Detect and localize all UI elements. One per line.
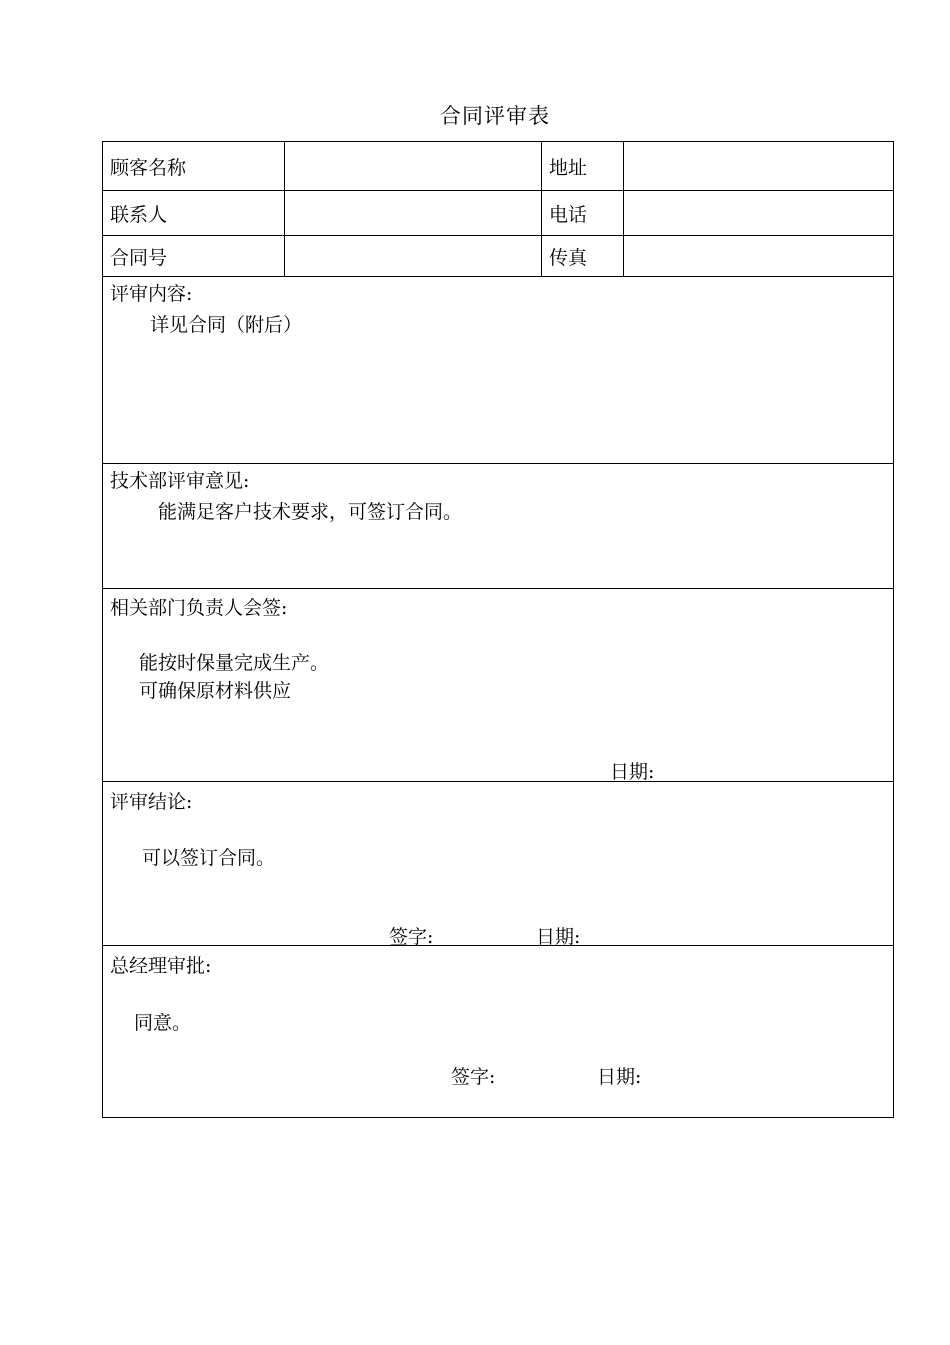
gm-sign-label: 签字: [451,1066,496,1088]
tech-opinion-text: 能满足客户技术要求，可签订合同。 [158,501,463,523]
row-divider [103,276,893,277]
address-label: 地址 [549,157,588,179]
review-content-text: 详见合同（附后） [150,314,303,336]
dept-sign-label: 相关部门负责人会签: [110,597,288,619]
conclusion-label: 评审结论: [110,791,193,813]
column-divider [541,142,542,276]
contact-label: 联系人 [110,204,168,226]
dept-sign-line-1: 能按时保量完成生产。 [139,652,330,674]
section-divider [103,945,893,946]
gm-date-label: 日期: [597,1066,642,1088]
conclusion-sign-label: 签字: [389,926,434,948]
review-content-label: 评审内容: [110,283,193,305]
gm-approval-text: 同意。 [134,1012,192,1034]
conclusion-date-label: 日期: [536,926,581,948]
tech-opinion-label: 技术部评审意见: [110,470,250,492]
contract-number-label: 合同号 [110,247,168,269]
document-title: 合同评审表 [440,104,550,128]
row-divider [103,235,893,236]
gm-approval-label: 总经理审批: [110,955,212,977]
conclusion-text: 可以签订合同。 [142,847,276,869]
section-divider [103,588,893,589]
fax-label: 传真 [549,247,588,269]
dept-sign-date-label: 日期: [610,761,655,783]
review-form [102,141,894,1118]
phone-label: 电话 [549,204,588,226]
column-divider [623,142,624,276]
column-divider [284,142,285,276]
customer-name-label: 顾客名称 [110,157,187,179]
dept-sign-line-2: 可确保原材料供应 [139,680,292,702]
row-divider [103,190,893,191]
section-divider [103,463,893,464]
section-divider [103,781,893,782]
